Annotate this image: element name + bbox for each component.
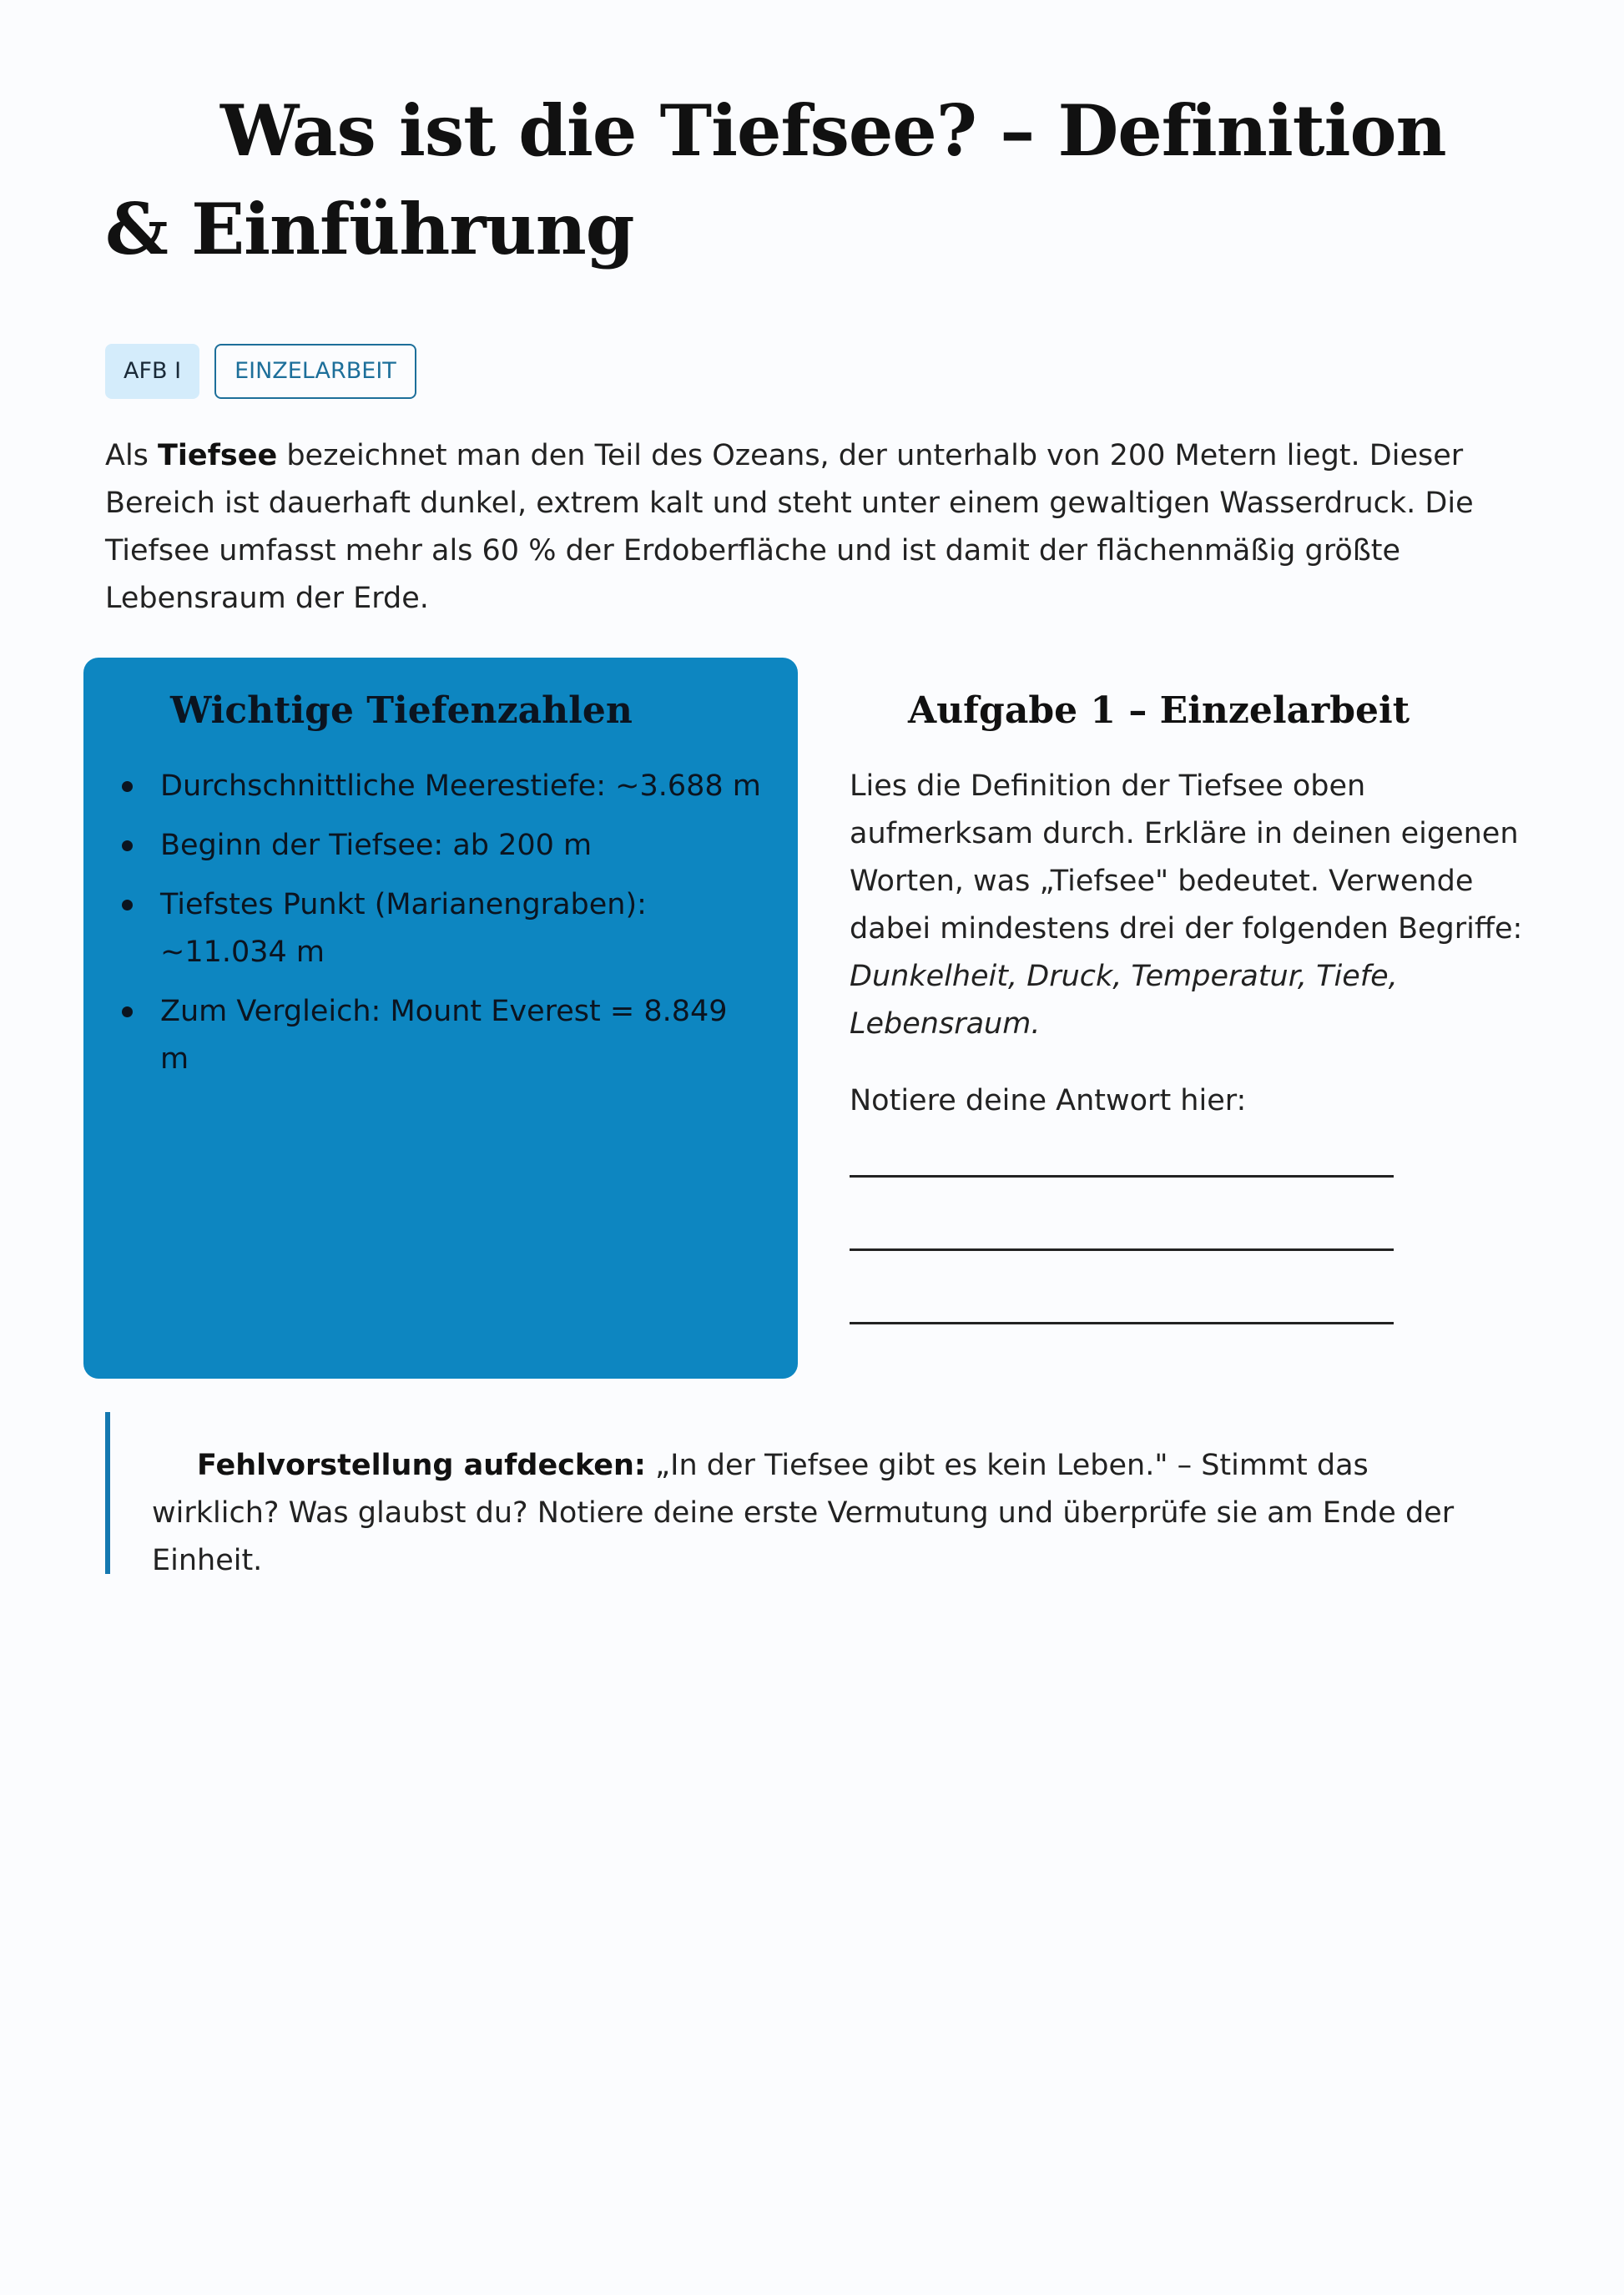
intro-prefix: Als (105, 439, 159, 472)
list-item (117, 881, 764, 976)
task-instructions (850, 763, 1527, 1048)
intro-text: bezeichnet man den Teil des Ozeans, der unterhalb von 200 Metern liegt. Dieser Bereich ist dauerhaft dunkel, extrem kalt und steht unter einem gewaltigen Wasserdruck. Die Tiefsee umfasst mehr als 60 % der Erdoberfläche und ist damit der flächenmäßig größte Lebensraum der Erde. (105, 439, 1474, 615)
depth-facts-list (117, 763, 764, 1083)
bullet-icon (122, 900, 133, 910)
list-item (117, 822, 764, 870)
answer-prompt: Notiere deine Antwort hier: (850, 1084, 1247, 1117)
list-item (117, 988, 764, 1083)
badge-row (105, 344, 1519, 399)
misconception-callout (105, 1412, 1524, 1577)
list-item-text: Zum Vergleich: Mount Everest = 8.849 m (160, 995, 728, 1076)
intro-term: Tiefsee (158, 439, 278, 472)
work-mode-badge: EINZELARBEIT (214, 344, 416, 399)
afb-level-badge: AFB I (105, 344, 199, 399)
depth-facts-box (83, 658, 798, 1379)
answer-line-2[interactable] (850, 1248, 1394, 1251)
list-item-text: Beginn der Tiefsee: ab 200 m (160, 829, 593, 862)
task-section (850, 658, 1527, 1324)
depth-facts-title: Wichtige Tiefenzahlen (170, 689, 633, 732)
misconception-text: „In der Tiefsee gibt es kein Leben." – Stimmt das wirklich? Was glaubst du? Notiere deine erste Vermutung und überprüfe sie am Ende der Einheit. (152, 1449, 1455, 1577)
bullet-icon (122, 1006, 133, 1017)
task-text: Lies die Definition der Tiefsee oben aufmerksam durch. Erkläre in deinen eigenen Worten, was „Tiefsee" bedeutet. Verwende dabei mindestens drei der folgenden Begriffe: (850, 769, 1523, 946)
intro-paragraph (105, 432, 1524, 623)
list-item (117, 763, 764, 810)
answer-line-1[interactable] (850, 1175, 1394, 1178)
list-item-text: Durchschnittliche Meerestiefe: ~3.688 m (160, 769, 761, 803)
task-terms: Dunkelheit, Druck, Temperatur, Tiefe, Lebensraum. (850, 960, 1398, 1041)
page-title: Was ist die Tiefsee? – Definition & Einführung (105, 89, 1446, 270)
bullet-icon (122, 840, 133, 851)
list-item-text: Tiefstes Punkt (Marianengraben): ~11.034 m (160, 888, 647, 969)
bullet-icon (122, 781, 133, 792)
misconception-label: Fehlvorstellung aufdecken: (197, 1449, 646, 1482)
answer-line-3[interactable] (850, 1322, 1394, 1324)
task-title: Aufgabe 1 – Einzelarbeit (908, 689, 1410, 732)
content-columns (83, 658, 1527, 1379)
